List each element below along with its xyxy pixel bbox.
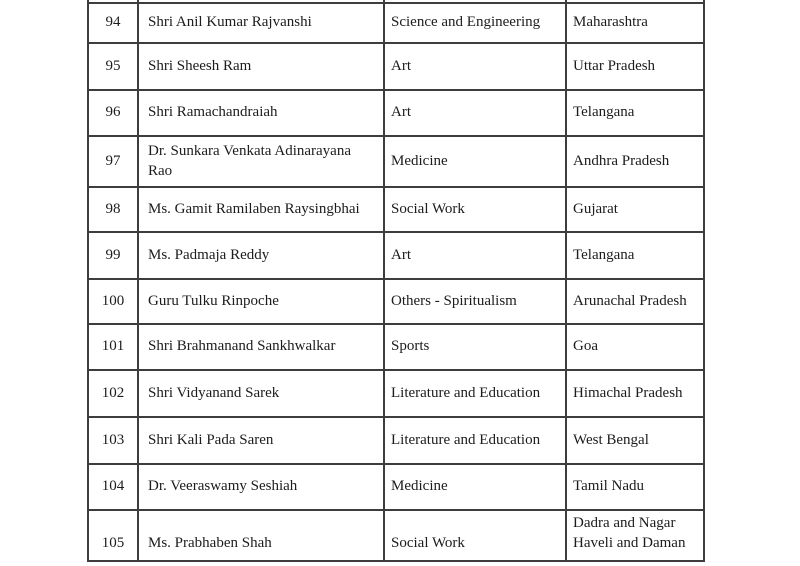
- name-cell: Dr. Sunkara Venkata Adinarayana Rao: [138, 136, 384, 187]
- state-cell: Maharashtra: [566, 3, 704, 43]
- field-cell: Social Work: [384, 510, 566, 561]
- field-cell: Literature and Education: [384, 417, 566, 464]
- name-cell: Shri Vidyanand Sarek: [138, 370, 384, 417]
- serial-cell: 100: [88, 279, 138, 324]
- serial-cell: 101: [88, 324, 138, 370]
- awards-table: [87, 0, 705, 562]
- name-cell: Ms. Padmaja Reddy: [138, 232, 384, 279]
- table-row: [88, 279, 704, 324]
- state-cell: West Bengal: [566, 417, 704, 464]
- serial-cell: 104: [88, 464, 138, 510]
- serial-cell: 94: [88, 3, 138, 43]
- serial-cell: 96: [88, 90, 138, 136]
- field-cell: Medicine: [384, 464, 566, 510]
- table-row: [88, 136, 704, 187]
- table-row: [88, 43, 704, 90]
- state-cell: Andhra Pradesh: [566, 136, 704, 187]
- name-cell: Ms. Gamit Ramilaben Raysingbhai: [138, 187, 384, 232]
- table-row: [88, 464, 704, 510]
- table-row: [88, 324, 704, 370]
- serial-cell: 105: [88, 510, 138, 561]
- table-row: [88, 417, 704, 464]
- field-cell: Others - Spiritualism: [384, 279, 566, 324]
- table-row: [88, 232, 704, 279]
- serial-cell: 99: [88, 232, 138, 279]
- field-cell: Art: [384, 90, 566, 136]
- state-cell: Goa: [566, 324, 704, 370]
- field-cell: Sports: [384, 324, 566, 370]
- state-cell: Telangana: [566, 232, 704, 279]
- serial-cell: 98: [88, 187, 138, 232]
- name-cell: Guru Tulku Rinpoche: [138, 279, 384, 324]
- serial-cell: 97: [88, 136, 138, 187]
- table-row: [88, 90, 704, 136]
- state-cell: Telangana: [566, 90, 704, 136]
- state-cell: Uttar Pradesh: [566, 43, 704, 90]
- name-cell: Dr. Veeraswamy Seshiah: [138, 464, 384, 510]
- state-cell: Dadra and Nagar Haveli and Daman: [566, 510, 704, 561]
- name-cell: Shri Sheesh Ram: [138, 43, 384, 90]
- state-cell: Himachal Pradesh: [566, 370, 704, 417]
- name-cell: Shri Kali Pada Saren: [138, 417, 384, 464]
- field-cell: Art: [384, 232, 566, 279]
- field-cell: Social Work: [384, 187, 566, 232]
- field-cell: Medicine: [384, 136, 566, 187]
- serial-cell: 102: [88, 370, 138, 417]
- state-cell: Gujarat: [566, 187, 704, 232]
- table-row: [88, 187, 704, 232]
- state-cell: Arunachal Pradesh: [566, 279, 704, 324]
- table-row: [88, 3, 704, 43]
- serial-cell: 103: [88, 417, 138, 464]
- table-row: [88, 370, 704, 417]
- name-cell: Shri Ramachandraiah: [138, 90, 384, 136]
- serial-cell: 95: [88, 43, 138, 90]
- table-row: [88, 510, 704, 561]
- name-cell: Shri Brahmanand Sankhwalkar: [138, 324, 384, 370]
- field-cell: Art: [384, 43, 566, 90]
- name-cell: Ms. Prabhaben Shah: [138, 510, 384, 561]
- name-cell: Shri Anil Kumar Rajvanshi: [138, 3, 384, 43]
- table-body: [88, 0, 704, 561]
- field-cell: Science and Engineering: [384, 3, 566, 43]
- state-cell: Tamil Nadu: [566, 464, 704, 510]
- field-cell: Literature and Education: [384, 370, 566, 417]
